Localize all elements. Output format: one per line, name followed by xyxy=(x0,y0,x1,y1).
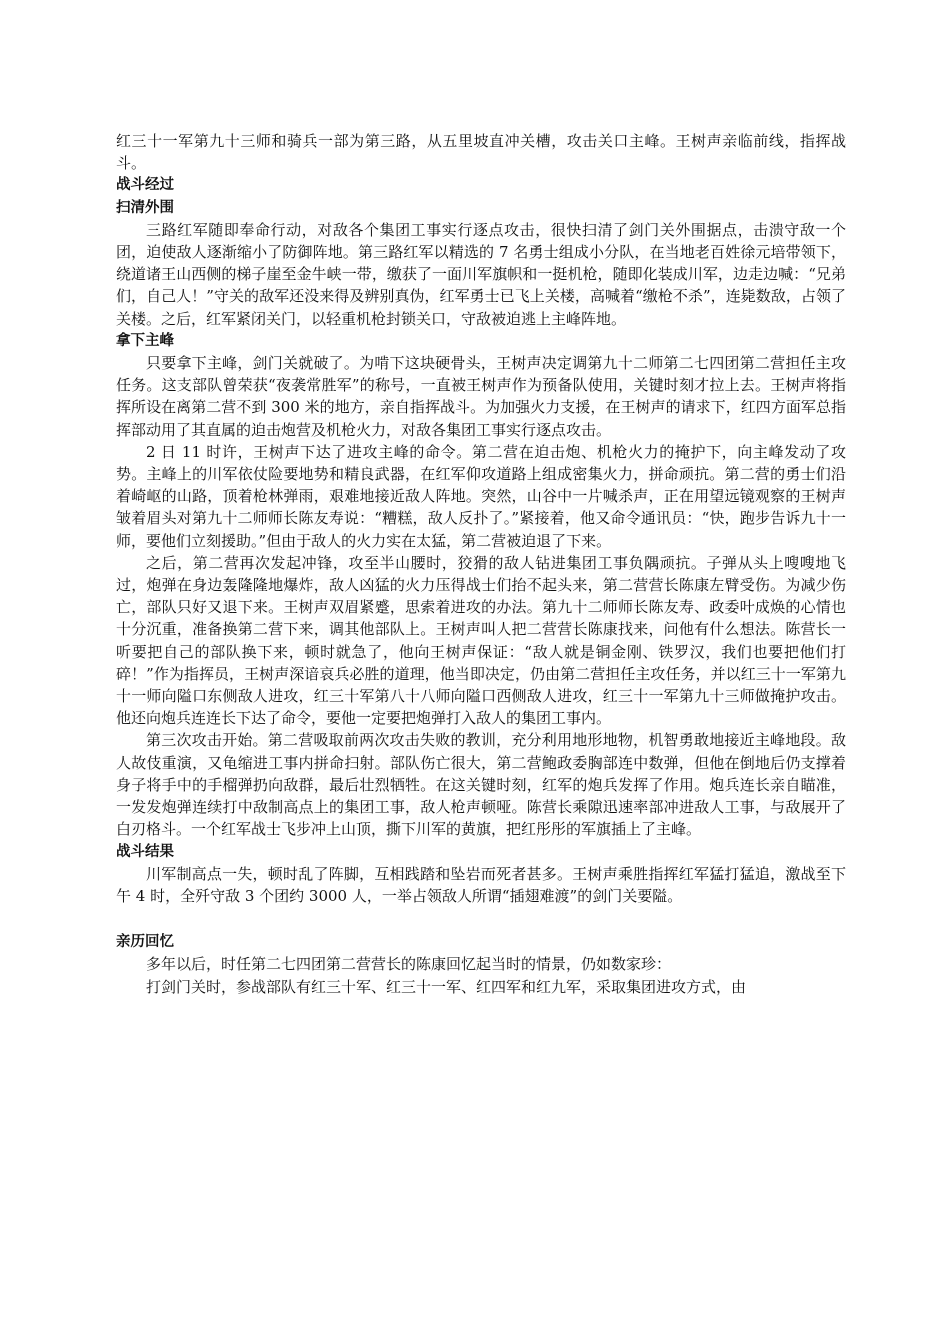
paragraph-main-peak-plan: 只要拿下主峰，剑门关就破了。为啃下这块硬骨头，王树声决定调第九十二师第二七四团第二营担任主攻任务。这支部队曾荣获“夜袭常胜军”的称号，一直被王树声作为预备队使用，关键时刻才拉上去。王树声将指挥所设在离第二营不到 300 米的地方，亲自指挥战斗。为加强火力支援，在王树声的请求下，红四方面军总指挥部动用了其直属的迫击炮营及机枪火力，对敌各集团工事实行逐点攻击。 xyxy=(116,354,846,439)
section-heading-battle-process: 战斗经过 xyxy=(116,177,174,194)
section-heading-battle-result: 战斗结果 xyxy=(116,843,174,860)
intro-paragraph: 红三十一军第九十三师和骑兵一部为第三路，从五里坡直冲关槽，攻击关口主峰。王树声亲临前线，指挥战斗。 xyxy=(116,132,846,173)
section-spacer xyxy=(116,907,846,931)
paragraph-memoir-text: 打剑门关时，参战部队有红三十军、红三十一军、红四军和红九军，采取集团进攻方式，由 xyxy=(146,977,747,996)
subsection-heading-clear-periphery: 扫清外围 xyxy=(116,199,174,216)
paragraph-battle-result: 川军制高点一失，顿时乱了阵脚，互相践踏和坠岩而死者甚多。王树声乘胜指挥红军猛打猛追，激战至下午 4 时，全歼守敌 3 个团约 3000 人，一举占领敌人所谓“插翅难渡”的剑门关要隘。 xyxy=(116,864,846,905)
section-heading-memoir: 亲历回忆 xyxy=(116,934,174,951)
paragraph-memoir-intro: 多年以后，时任第二七四团第二营营长的陈康回忆起当时的情景，仍如数家珍： xyxy=(146,955,672,974)
paragraph-first-assault: 2 日 11 时许，王树声下达了进攻主峰的命令。第二营在迫击炮、机枪火力的掩护下，向主峰发动了攻势。主峰上的川军依仗险要地势和精良武器，在红军仰攻道路上组成密集火力，拼命顽抗。第二营的勇士们沿着崎岖的山路，顶着枪林弹雨，艰难地接近敌人阵地。突然，山谷中一片喊杀声，正在用望远镜观察的王树声皱着眉头对第九十二师师长陈友寿说：“糟糕，敌人反扑了。”紧接着，他又命令通讯员：“快，跑步告诉九十一师，要他们立刻援助。”但由于敌人的火力实在太猛，第二营被迫退了下来。 xyxy=(116,442,846,550)
subsection-heading-take-main-peak: 拿下主峰 xyxy=(116,332,174,349)
paragraph-second-assault: 之后，第二营再次发起冲锋，攻至半山腰时，狡猾的敌人钻进集团工事负隅顽抗。子弹从头上嗖嗖地飞过，炮弹在身边轰隆隆地爆炸，敌人凶猛的火力压得战士们抬不起头来，第二营营长陈康左臂受伤。为减少伤亡，部队只好又退下来。王树声双眉紧蹙，思索着进攻的办法。第九十二师师长陈友寿、政委叶成焕的心情也十分沉重，准备换第二营下来，调其他部队上。王树声叫人把二营营长陈康找来，问他有什么想法。陈营长一听要把自己的部队换下来，顿时就急了，他向王树声保证：“敌人就是铜金刚、铁罗汉，我们也要把他们打碎！”作为指挥员，王树声深谙哀兵必胜的道理，他当即决定，仍由第二营担任主攻任务，并以红三十一军第九十一师向隘口东侧敌人进攻，红三十军第八十八师向隘口西侧敌人进攻，红三十一军第九十三师做掩护攻击。他还向炮兵连连长下达了命令，要他一定要把炮弹打入敌人的集团工事内。 xyxy=(116,553,846,728)
document-page xyxy=(116,130,846,998)
paragraph-third-assault: 第三次攻击开始。第二营吸取前两次攻击失败的教训，充分利用地形地物，机智勇敢地接近主峰地段。敌人故伎重演，又龟缩进工事内拼命扫射。部队伤亡很大，第二营鲍政委胸部连中数弹，但他在倒地后仍支撑着身子将手中的手榴弹扔向敌群，最后壮烈牺牲。在这关键时刻，红军的炮兵发挥了作用。炮兵连长亲自瞄准，一发发炮弹连续打中敌制高点上的集团工事，敌人枪声顿哑。陈营长乘隙迅速率部冲进敌人工事，与敌展开了白刃格斗。一个红军战士飞步冲上山顶，撕下川军的黄旗，把红彤彤的军旗插上了主峰。 xyxy=(116,731,846,839)
paragraph-clear-periphery: 三路红军随即奉命行动，对敌各个集团工事实行逐点攻击，很快扫清了剑门关外围据点，击溃守敌一个团，迫使敌人逐渐缩小了防御阵地。第三路红军以精选的 7 名勇士组成小分队，在当地老百姓徐元培带领下，绕道诸王山西侧的梯子崖至金牛峡一带，缴获了一面川军旗帜和一挺机枪，随即化装成川军，边走边喊：“兄弟们，自己人！”守关的敌军还没来得及辨别真伪，红军勇士已飞上关楼，高喊着“缴枪不杀”，连毙数敌，占领了关楼。之后，红军紧闭关门，以轻重机枪封锁关口，守敌被迫逃上主峰阵地。 xyxy=(116,220,846,328)
